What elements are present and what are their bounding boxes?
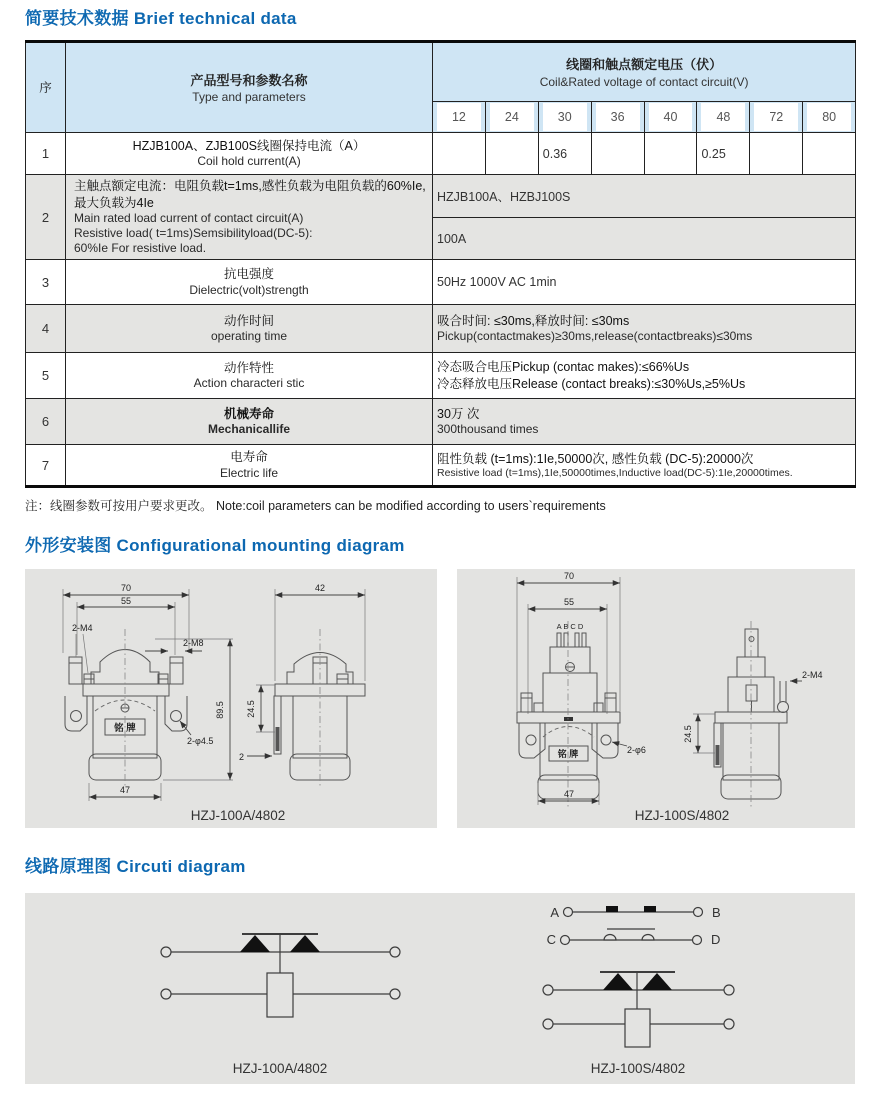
row6-parameter: 机械寿命 Mechanicallife — [66, 399, 433, 445]
type-header-zh: 产品型号和参数名称 — [190, 72, 308, 88]
seq-column-header: 序 — [26, 42, 66, 133]
terminal-c-label: C — [546, 932, 556, 947]
mounting-drawing-hzj100a — [25, 569, 437, 828]
mounting-label-hzj100s: HZJ-100S/4802 — [634, 808, 730, 823]
row3-parameter: 抗电强度 Dielectric(volt)strength — [66, 260, 433, 305]
circuit-label-hzj100a: HZJ-100A/4802 — [232, 1061, 328, 1076]
note-text: 注：线圈参数可按用户要求更改。 Note:coil parameters can be modified according to users`requirements — [25, 499, 606, 513]
row2-value-models: HZJB100A、HZBJ100S — [433, 175, 856, 218]
voltage-col-48: 48 — [697, 102, 750, 133]
row7-value: 阻性负载 (t=1ms):1Ie,50000次, 感性负载 (DC-5):20000次 Resistive load (t=1ms),1Ie,50000times,Inductive load(DC-5):1Ie,20000times. — [433, 445, 856, 487]
dim-2-m4: 2-M4 — [802, 670, 823, 680]
pin-labels-abcd: A B C D — [556, 622, 584, 631]
circuit-panel — [25, 893, 855, 1084]
nameplate-text: 铭 牌 — [557, 749, 579, 759]
dim-55: 55 — [120, 596, 132, 606]
row4-value: 吸合时间: ≤30ms,释放时间: ≤30ms Pickup(contactmakes)≥30ms,release(contactbreaks)≤30ms — [433, 305, 856, 353]
terminal-a-label: A — [550, 905, 559, 920]
section-title-circuit: 线路原理图 Circuti diagram — [25, 857, 246, 876]
dim-47: 47 — [119, 785, 131, 795]
row7-parameter: 电寿命 Electric life — [66, 445, 433, 487]
voltage-header-en: Coil&Rated voltage of contact circuit(V) — [539, 74, 749, 89]
voltage-col-12: 12 — [433, 102, 486, 133]
dim-2-m4: 2-M4 — [72, 623, 93, 633]
voltage-group-header — [433, 42, 856, 102]
table-row — [26, 353, 856, 399]
dim-24-5: 24.5 — [683, 725, 693, 743]
voltage-col-80: 80 — [803, 102, 856, 133]
dim-2-phi45: 2-φ4.5 — [187, 736, 214, 746]
section-title-mounting: 外形安装图 Configurational mounting diagram — [25, 536, 405, 555]
dim-70: 70 — [563, 571, 575, 581]
dim-89-5: 89.5 — [215, 701, 225, 719]
row5-seq: 5 — [26, 353, 66, 399]
voltage-col-24: 24 — [485, 102, 538, 133]
voltage-col-40: 40 — [644, 102, 697, 133]
row7-seq: 7 — [26, 445, 66, 487]
dim-55: 55 — [563, 597, 575, 607]
type-header-en: Type and parameters — [192, 90, 306, 105]
table-row — [26, 399, 856, 445]
terminal-b-label: B — [712, 905, 721, 920]
row3-value: 50Hz 1000V AC 1min — [433, 260, 856, 305]
mounting-panel-hzj100s — [457, 569, 855, 828]
table-row — [26, 260, 856, 305]
dim-70: 70 — [120, 583, 132, 593]
row5-value: 冷态吸合电压Pickup (contac makes):≤66%Us 冷态释放电压Release (contact breaks):≤30%Us,≥5%Us — [433, 353, 856, 399]
row1-value — [644, 133, 697, 175]
table-row — [26, 305, 856, 353]
row1-value — [750, 133, 803, 175]
mounting-drawing-hzj100s — [457, 569, 855, 828]
terminal-d-label: D — [711, 932, 721, 947]
row6-value: 30万 次 300thousand times — [433, 399, 856, 445]
dim-42: 42 — [314, 583, 326, 593]
row3-seq: 3 — [26, 260, 66, 305]
voltage-col-30: 30 — [538, 102, 591, 133]
row1-value: 0.25 — [697, 133, 750, 175]
section-title-technical-data: 简要技术数据 Brief technical data — [25, 9, 297, 28]
table-row — [26, 445, 856, 487]
row1-value — [433, 133, 486, 175]
table-row — [26, 133, 856, 175]
circuit-label-hzj100s: HZJ-100S/4802 — [590, 1061, 686, 1076]
dim-2-m8: 2-M8 — [183, 638, 204, 648]
row2-seq: 2 — [26, 175, 66, 260]
voltage-header-zh: 线圈和触点额定电压（伏） — [566, 57, 723, 73]
dim-47: 47 — [563, 789, 575, 799]
row2-parameter: 主触点额定电流：电阻负载t=1ms,感性负载为电阻负载的60%Ie,最大负载为4Ie Main rated load current of contact circuit(A) Resistive load( t=1ms)Semsibilityload(DC-5): 60%Ie For resistive load. — [66, 175, 433, 260]
row6-seq: 6 — [26, 399, 66, 445]
row5-parameter: 动作特性 Action characteri stic — [66, 353, 433, 399]
row4-parameter: 动作时间 operating time — [66, 305, 433, 353]
row1-seq: 1 — [26, 133, 66, 175]
row1-value — [591, 133, 644, 175]
dim-2: 2 — [239, 752, 245, 762]
row4-seq: 4 — [26, 305, 66, 353]
dim-24-5: 24.5 — [246, 700, 256, 718]
voltage-col-72: 72 — [750, 102, 803, 133]
row1-value — [803, 133, 856, 175]
row1-parameter: HZJB100A、ZJB100S线圈保持电流（A） Coil hold current(A) — [66, 133, 433, 175]
dim-2-phi6: 2-φ6 — [627, 745, 646, 755]
voltage-col-36: 36 — [591, 102, 644, 133]
nameplate-text: 铭 牌 — [114, 723, 136, 734]
type-column-header — [66, 42, 433, 133]
spec-table — [25, 40, 856, 488]
row1-value: 0.36 — [538, 133, 591, 175]
row2-value-current: 100A — [433, 218, 856, 260]
mounting-label-hzj100a: HZJ-100A/4802 — [190, 808, 286, 823]
mounting-panel-hzj100a — [25, 569, 437, 828]
table-row — [26, 175, 856, 218]
circuit-drawings — [25, 893, 855, 1084]
row1-value — [485, 133, 538, 175]
